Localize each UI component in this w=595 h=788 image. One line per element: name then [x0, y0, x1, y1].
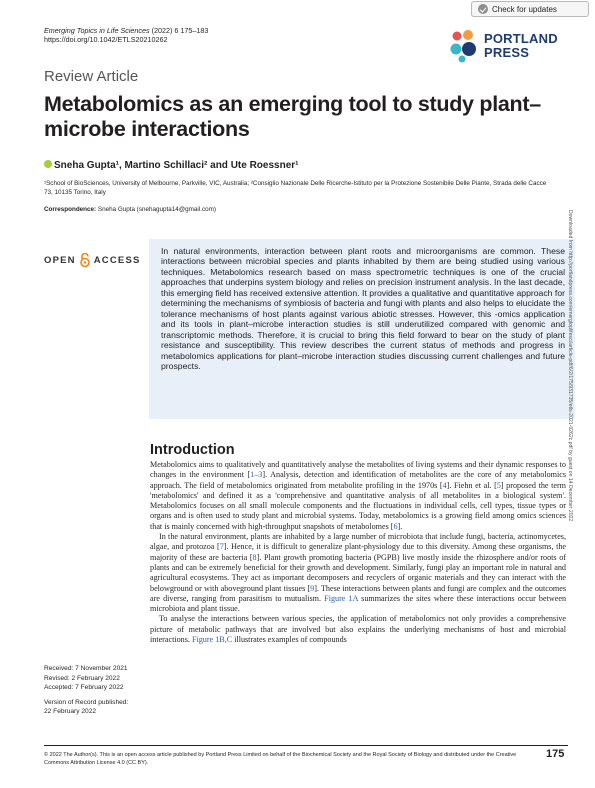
text-run: ]. Hence, it is difficult to generalize plant-physiology due to this diversity. Among these organisms, the majority of these are bacteria [ — [150, 542, 566, 562]
author-list — [44, 160, 299, 171]
download-note-text: Downloaded from http://portlandpress.com/emergtoplifesci/article-pdf/6/2/175/931735/etls-2021-0262c.pdf by guest on 14 December 2022 — [567, 210, 573, 522]
doi-link[interactable]: https://doi.org/10.1042/ETLS20210262 — [44, 35, 168, 44]
text-run: In the natural environment, plants are inhabited by a large number of microbiota that include fungi, bacteria, actinomycetes, algae, and protozoa [ — [150, 532, 566, 552]
page-number: 175 — [546, 748, 565, 760]
correspondence — [44, 206, 216, 213]
text-run: ]. Analysis, detection and identification of metabolites are the core of any metabolomics approach. The field of metabolomics originated from metabolite profiling in the 1970s [ — [150, 470, 567, 490]
reference-link[interactable]: 7 — [219, 542, 224, 552]
correspondence-label: Correspondence: — [44, 206, 97, 213]
correspondence-value[interactable]: Sneha Gupta (snehagupta14@gmail.com) — [97, 206, 216, 213]
text-run: ]. These interactions between plants and fungi are complex and the outcomes are diverse, ranging from parasitism to mutualism. — [150, 583, 566, 603]
paragraph-3 — [150, 614, 566, 645]
reference-link[interactable]: 8 — [252, 552, 257, 562]
footer-divider — [44, 745, 568, 746]
text-run: ]. — [397, 521, 403, 531]
open-access-label-right: ACCESS — [93, 254, 141, 266]
portland-press-logo-icon — [448, 28, 484, 64]
publisher-logo — [448, 28, 570, 68]
paragraph-1 — [150, 460, 566, 532]
article-dates — [44, 664, 128, 717]
paragraph-2 — [150, 532, 566, 614]
authors-text: Sneha Gupta¹, Martino Schillaci² and Ute Roessner¹ — [54, 160, 299, 171]
license-footer: © 2022 The Author(s). This is an open access article published by Portland Press Limited on behalf of the Biochemical Society and the Royal Society of Biology and distributed under the Creative Commons Attribution License 4.0 (CC BY). — [44, 752, 517, 766]
accepted-date: Accepted: 7 February 2022 — [44, 684, 124, 692]
revised-date: Revised: 2 February 2022 — [44, 674, 120, 682]
check-for-updates-button[interactable] — [471, 1, 589, 17]
abstract-box: In natural environments, interaction between plant roots and microorganisms are common. These interactions between microbial species and plants inhabited by them are being studied using various techniques. Metabolomics research based on mass spectrometric techniques is one of the crucial approaches that underpins system biology and relies on precision instrument analysis. In the last decade, this emerging field has received extensive attention. It provides a qualitative and quantitative approach for determining the mechanisms of symbiosis of bacteria and fungi with plants and also helps to elucidate the tolerance mechanisms of host plants against various abiotic stresses. However, this -omics application and its tools in plant–microbe interaction studies is still underutilized compared with genomic and transcriptomic methods. Therefore, it is crucial to bring this field forward to bear on the study of plant resistance and susceptibility. This review describes the current status of methods and progress in metabolomics applications for plant–microbe interaction studies discussing current challenges and future prospects. — [149, 239, 575, 419]
text-run: ] proposed the term 'metabolomics' and defined it as a 'comprehensive and quantitative analysis of all metabolites in a biological system'. Metabolomics focuses on all small molecule components and the fluctuations in individual cells, cell types, tissue types or organs and is often used to study plant and microbial systems. Today, metabolomics is a growing field among omics sciences that is mainly concerned with high-throughput snapshots of metabolomes [ — [150, 480, 566, 531]
figure-link[interactable]: Figure 1A — [324, 593, 359, 603]
introduction-heading: Introduction — [150, 442, 235, 458]
article-type: Review Article — [44, 68, 139, 85]
text-run: ]. Plant growth promoting bacteria (PGPB) live mostly inside the rhizosphere and/or roots of plants and can be extremely beneficial for their growth and development. Similarly, fungi play an important role in natural and agricultural ecosystems. They act as important decomposers and recyclers of organic materials and they can interact with the belowground or with aboveground plant tissues [ — [150, 552, 566, 593]
publisher-name-line2: PRESS — [484, 45, 530, 60]
introduction-body — [150, 460, 566, 645]
open-access-badge — [44, 253, 141, 267]
reference-link[interactable]: 1–3 — [250, 470, 263, 480]
article-title: Metabolomics as an emerging tool to study plant–microbe interactions — [44, 92, 541, 141]
text-run: To analyse the interactions between various species, the application of metabolomics not only provides a comprehensive picture of metabolic pathways that are involved but also explains the underlying mechanisms of host and microbial interactions. — [150, 614, 566, 645]
download-note — [566, 210, 574, 560]
open-lock-icon — [79, 253, 91, 267]
reference-link[interactable]: 5 — [496, 480, 501, 490]
text-run: ]. Fiehn et al. [ — [446, 480, 497, 490]
check-updates-label: Check for updates — [492, 4, 557, 14]
open-access-label-left: OPEN — [44, 254, 76, 266]
publisher-name — [484, 32, 558, 60]
orcid-icon[interactable] — [44, 160, 52, 168]
journal-citation — [44, 26, 208, 35]
reference-link[interactable]: 6 — [393, 521, 398, 531]
text-run: summarizes the sites where these interactions occur between microbiota and plant tissue. — [150, 593, 567, 614]
reference-link[interactable]: 4 — [442, 480, 447, 490]
affiliations: ¹School of BioSciences, University of Melbourne, Parkville, VIC, Australia; ²Consiglio Nazionale Delle Ricerche-Istituto per la Protezione Sostenibile Delle Piante, Strada delle Cacce 73, 10135 Torino, Italy — [44, 180, 547, 196]
received-date: Received: 7 November 2021 — [44, 665, 128, 672]
check-updates-icon — [478, 4, 488, 14]
vor-label: Version of Record published: — [44, 698, 129, 706]
text-run: Metabolomics aims to qualitatively and quantitatively analyse the metabolites of living systems and their dynamic responses to changes in the environment [ — [150, 460, 566, 480]
text-run: illustrates examples of compounds — [232, 635, 347, 645]
journal-volume-pages: (2022) 6 175–183 — [151, 26, 209, 35]
publisher-name-line1: PORTLAND — [484, 31, 558, 46]
reference-link[interactable]: 9 — [310, 583, 315, 593]
vor-date: 22 February 2022 — [44, 708, 97, 716]
journal-name: Emerging Topics in Life Sciences — [44, 26, 150, 35]
figure-link[interactable]: Figure 1B,C — [191, 635, 233, 645]
